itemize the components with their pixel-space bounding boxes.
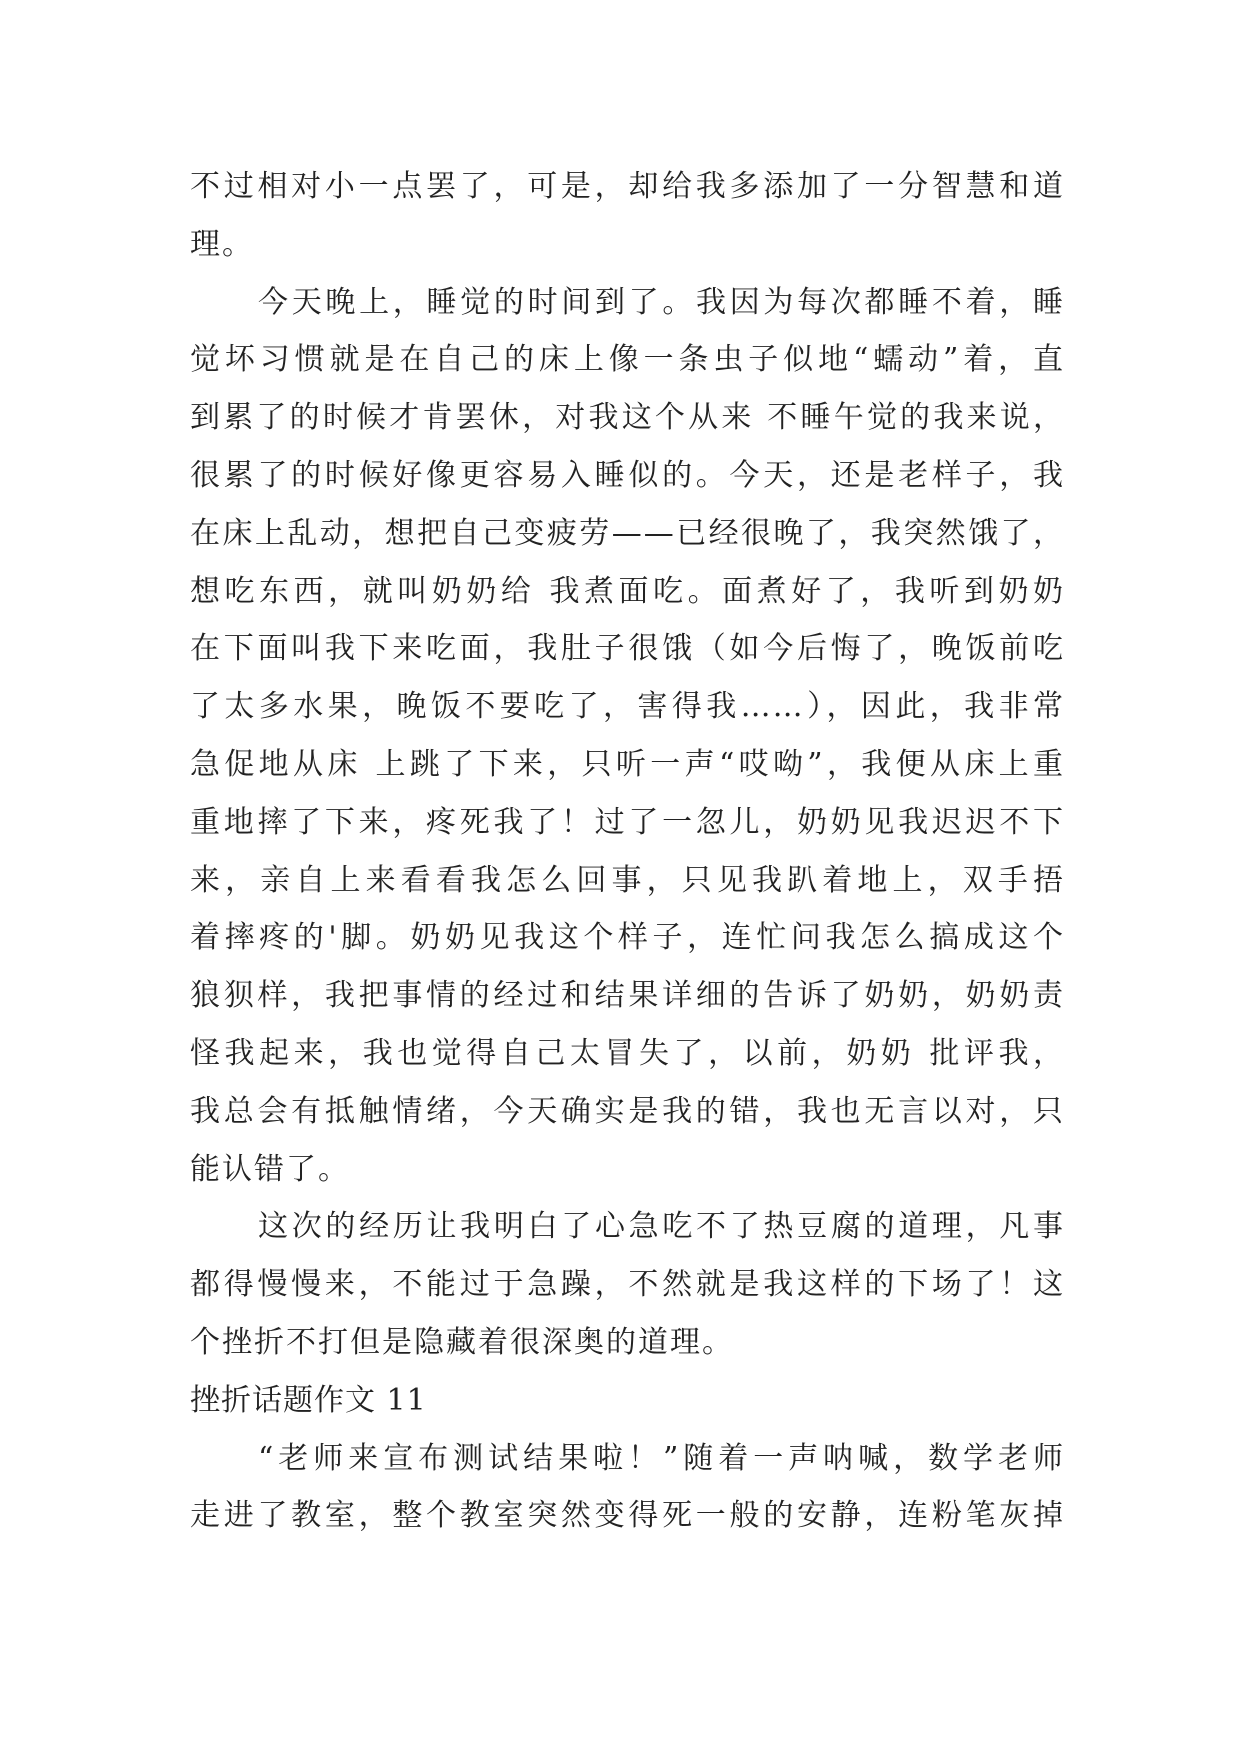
text-line: 我总会有抵触情绪，今天确实是我的错，我也无言以对，只: [190, 1093, 1065, 1129]
text-line: 走进了教室，整个教室突然变得死一般的安静，连粉笔灰掉: [190, 1498, 1065, 1534]
paragraph-start-line: 今天晚上，睡觉的时间到了。我因为每次都睡不着，睡: [258, 284, 1065, 320]
text-line: 能认错了。: [190, 1151, 350, 1187]
text-line: 在床上乱动，想把自己变疲劳——已经很晚了，我突然饿了，: [190, 515, 1065, 551]
text-line: 狼狈样，我把事情的经过和结果详细的告诉了奶奶，奶奶责: [190, 978, 1065, 1014]
text-line: 来，亲自上来看看我怎么回事，只见我趴着地上，双手捂: [190, 862, 1065, 898]
text-line: 怪我起来，我也觉得自己太冒失了，以前，奶奶 批评我，: [190, 1035, 1065, 1071]
text-line: 都得慢慢来，不能过于急躁，不然就是我这样的下场了！这: [190, 1267, 1065, 1303]
paragraph-start-line: “老师来宣布测试结果啦！”随着一声呐喊，数学老师: [258, 1440, 1065, 1476]
text-line: 理。: [190, 226, 254, 262]
section-heading: 挫折话题作文 11: [190, 1382, 427, 1418]
text-line: 想吃东西，就叫奶奶给 我煮面吃。面煮好了，我听到奶奶: [190, 573, 1065, 609]
text-line: 急促地从床 上跳了下来，只听一声“哎呦”，我便从床上重: [190, 746, 1065, 782]
text-line: 很累了的时候好像更容易入睡似的。今天，还是老样子，我: [190, 457, 1065, 493]
text-line: 着摔疼的'脚。奶奶见我这个样子，连忙问我怎么搞成这个: [190, 920, 1065, 956]
document-body: [190, 158, 1065, 1545]
text-line: 在下面叫我下来吃面，我肚子很饿（如今后悔了，晚饭前吃: [190, 631, 1065, 667]
text-line: 重地摔了下来，疼死我了！过了一忽儿，奶奶见我迟迟不下: [190, 804, 1065, 840]
text-line: 不过相对小一点罢了，可是，却给我多添加了一分智慧和道: [190, 169, 1065, 204]
text-line: 到累了的时候才肯罢休，对我这个从来 不睡午觉的我来说，: [190, 400, 1065, 436]
text-line: 了太多水果，晚饭不要吃了，害得我……），因此，我非常: [190, 689, 1065, 725]
text-line: 觉坏习惯就是在自己的床上像一条虫子似地“蠕动”着，直: [190, 342, 1065, 378]
paragraph-start-line: 这次的经历让我明白了心急吃不了热豆腐的道理，凡事: [258, 1209, 1065, 1245]
text-line: 个挫折不打但是隐藏着很深奥的道理。: [190, 1324, 734, 1360]
